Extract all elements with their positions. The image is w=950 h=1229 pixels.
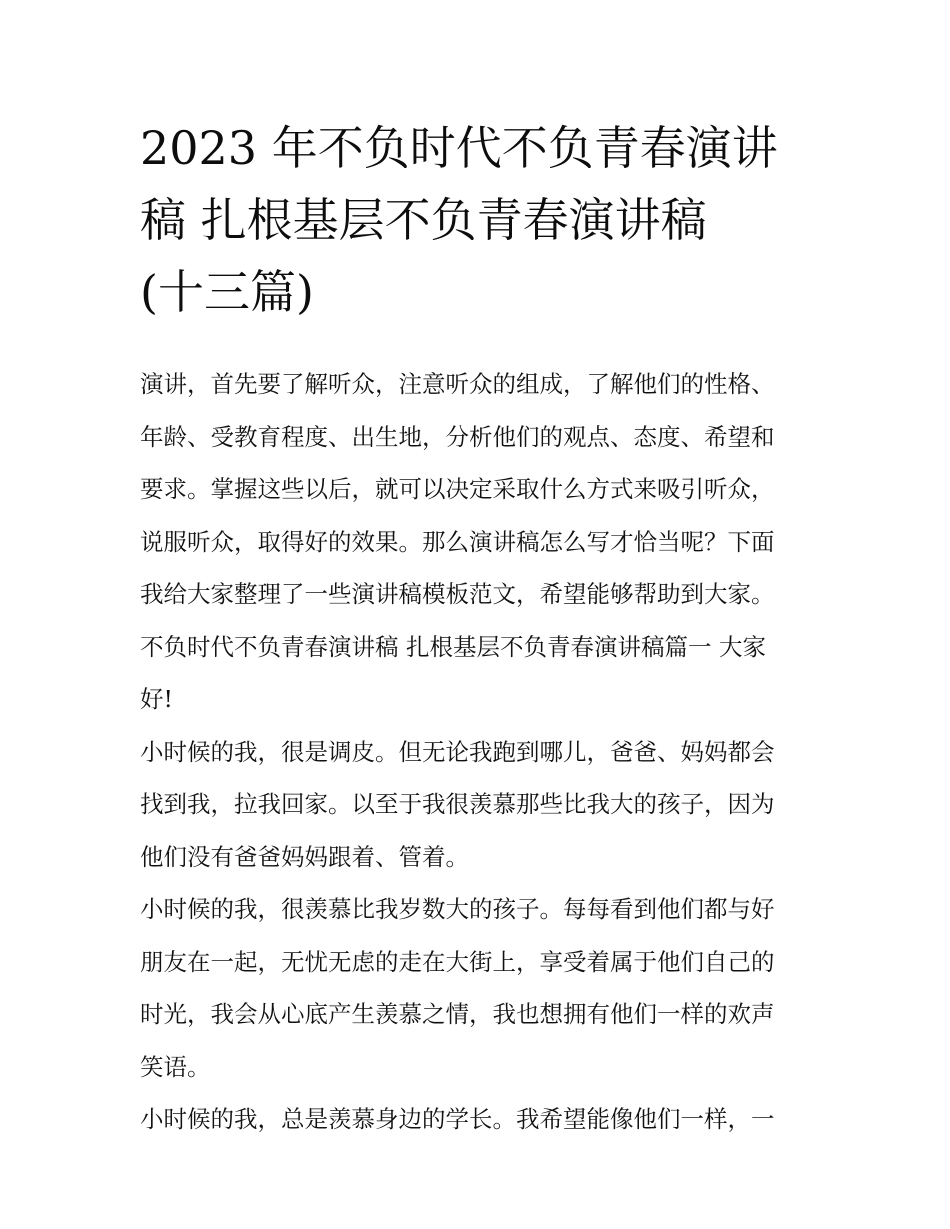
title-line: (十三篇) bbox=[140, 265, 314, 319]
text-line: 小时候的我，总是羡慕身边的学长。我希望能像他们一样，一 bbox=[140, 1105, 775, 1133]
text-line: 说服听众，取得好的效果。那么演讲稿怎么写才恰当呢？下面 bbox=[140, 527, 775, 556]
text-line: 好! bbox=[140, 685, 173, 713]
text-line: 我给大家整理了一些演讲稿模板范文，希望能够帮助到大家。 bbox=[140, 580, 775, 608]
text-line: 朋友在一起，无忧无虑的走在大街上，享受着属于他们自己的 bbox=[140, 947, 775, 976]
text-line: 不负时代不负青春演讲稿 扎根基层不负青春演讲稿篇一 大家 bbox=[140, 632, 766, 661]
text-line: 演讲，首先要了解听众，注意听众的组成，了解他们的性格、 bbox=[140, 370, 775, 398]
text-line: 找到我，拉我回家。以至于我很羡慕那些比我大的孩子，因为 bbox=[140, 790, 775, 818]
document-body bbox=[140, 358, 830, 1146]
text-line: 小时候的我，很羡慕比我岁数大的孩子。每每看到他们都与好 bbox=[140, 895, 775, 923]
title-line: 稿 扎根基层不负青春演讲稿 bbox=[140, 193, 707, 247]
document-title bbox=[140, 112, 830, 328]
paragraph-childhood-1 bbox=[140, 726, 830, 884]
title-line: 2023 年不负时代不负青春演讲 bbox=[140, 121, 778, 175]
paragraph-childhood-3 bbox=[140, 1093, 830, 1146]
paragraph-childhood-2 bbox=[140, 883, 830, 1093]
text-line: 笑语。 bbox=[140, 1052, 211, 1081]
text-line: 年龄、受教育程度、出生地，分析他们的观点、态度、希望和 bbox=[140, 422, 775, 451]
text-line: 时光，我会从心底产生羡慕之情，我也想拥有他们一样的欢声 bbox=[140, 1000, 775, 1028]
paragraph-section-heading bbox=[140, 621, 830, 726]
paragraph-intro bbox=[140, 358, 830, 621]
text-line: 小时候的我，很是调皮。但无论我跑到哪儿，爸爸、妈妈都会 bbox=[140, 737, 775, 766]
text-line: 他们没有爸爸妈妈跟着、管着。 bbox=[140, 842, 469, 871]
text-line: 要求。掌握这些以后，就可以决定采取什么方式来吸引听众， bbox=[140, 475, 775, 503]
